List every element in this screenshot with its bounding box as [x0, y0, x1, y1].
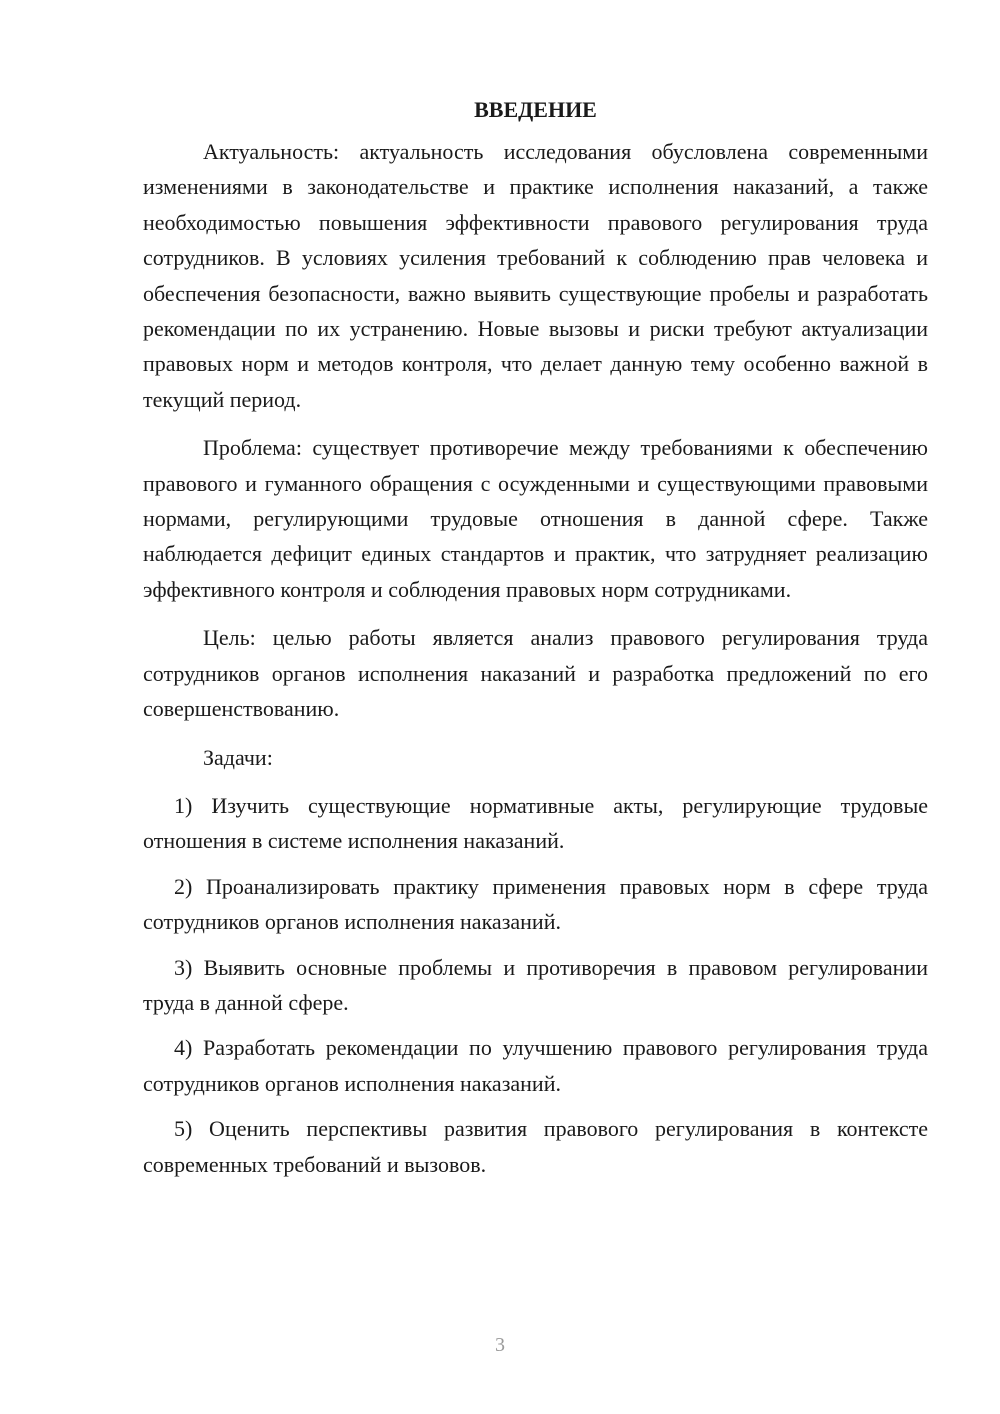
- problem-paragraph: Проблема: существует противоречие между требованиями к обеспечению правового и гуманного обращения с осужденными и существующими правовыми нормами, регулирующими трудовые отношения в данной сфере. Также наблюдается дефицит единых стандартов и практик, что затрудняет реализацию эффективного контроля и соблюдения правовых норм сотрудниками.: [143, 435, 928, 602]
- task-item: 4) Разработать рекомендации по улучшению правового регулирования труда сотрудников органов исполнения наказаний.: [143, 1035, 928, 1096]
- task-item: 3) Выявить основные проблемы и противоречия в правовом регулировании труда в данной сфере.: [143, 954, 928, 1015]
- task-item: 5) Оценить перспективы развития правового регулирования в контексте современных требований и вызовов.: [143, 1116, 928, 1177]
- goal-paragraph: Цель: целью работы является анализ правового регулирования труда сотрудников органов исполнения наказаний и разработка предложений по его совершенствованию.: [143, 625, 928, 722]
- page-number: 3: [495, 1334, 505, 1356]
- task-item: 2) Проанализировать практику применения правовых норм в сфере труда сотрудников органов исполнения наказаний.: [143, 873, 928, 935]
- tasks-heading: Задачи:: [203, 744, 273, 770]
- relevance-paragraph: Актуальность: актуальность исследования обусловлена современными изменениями в законодательстве и практике исполнения наказаний, а также необходимостью повышения эффективности правового регулирования труда сотрудников. В условиях усиления требований к соблюдению прав человека и обеспечения безопасности, важно выявить существующие пробелы и разработать рекомендации по их устранению. Новые вызовы и риски требуют актуализации правовых норм и методов контроля, что делает данную тему особенно важной в текущий период.: [143, 139, 928, 412]
- section-title: ВВЕДЕНИЕ: [474, 97, 597, 122]
- task-item: 1) Изучить существующие нормативные акты, регулирующие трудовые отношения в системе исполнения наказаний.: [143, 792, 928, 854]
- tasks-list: [143, 788, 928, 1182]
- document-page: [143, 92, 928, 1192]
